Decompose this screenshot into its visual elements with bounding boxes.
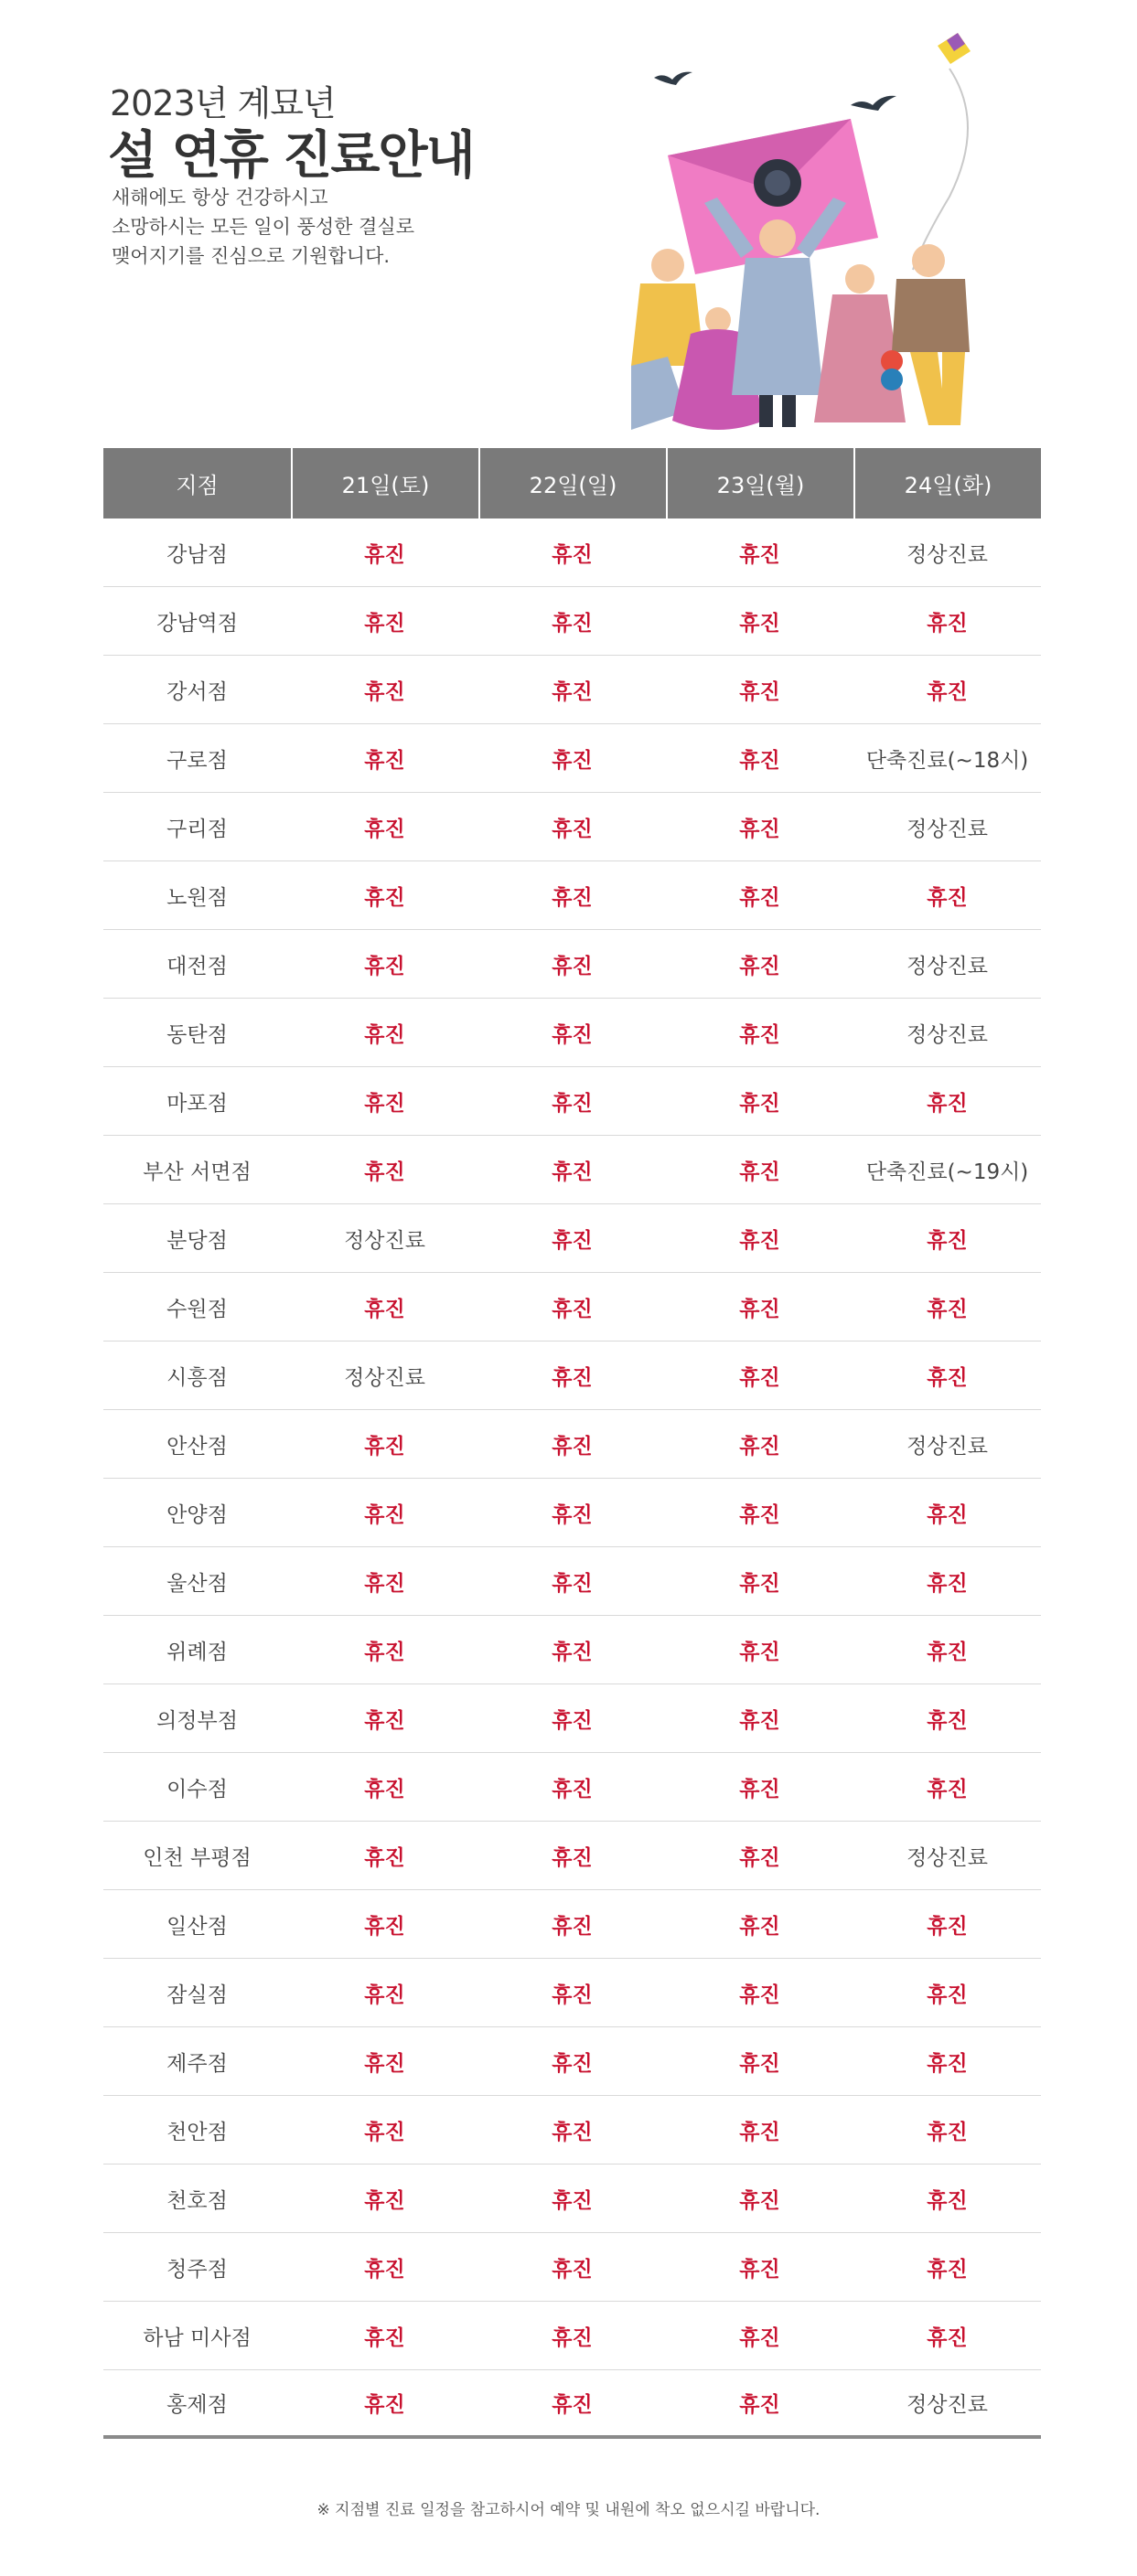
- schedule-cell: 휴진: [853, 2233, 1041, 2302]
- schedule-cell: 휴진: [666, 1753, 853, 1822]
- schedule-cell: 휴진: [291, 1959, 478, 2027]
- branch-name-cell: 의정부점: [103, 1684, 291, 1753]
- schedule-cell: 정상진료: [853, 1410, 1041, 1479]
- schedule-cell: 휴진: [291, 1753, 478, 1822]
- schedule-cell: 휴진: [666, 1822, 853, 1890]
- table-row: [103, 1067, 1041, 1136]
- schedule-cell: 휴진: [666, 2027, 853, 2096]
- branch-name-cell: 강남점: [103, 518, 291, 587]
- kite-string: [913, 69, 968, 270]
- schedule-cell: 정상진료: [853, 999, 1041, 1067]
- schedule-cell: 휴진: [478, 2370, 666, 2439]
- schedule-cell: 정상진료: [853, 930, 1041, 999]
- year-title: 2023년 계묘년: [110, 83, 336, 123]
- schedule-cell: 정상진료: [853, 1822, 1041, 1890]
- schedule-cell: 휴진: [666, 793, 853, 861]
- schedule-cell: 휴진: [291, 793, 478, 861]
- table-row: [103, 2370, 1041, 2439]
- schedule-cell: 휴진: [853, 656, 1041, 724]
- schedule-cell: 정상진료: [853, 518, 1041, 587]
- bird-icon: [654, 72, 692, 85]
- schedule-cell: 휴진: [666, 1959, 853, 2027]
- table-row: [103, 2096, 1041, 2164]
- branch-name-cell: 잠실점: [103, 1959, 291, 2027]
- branch-name-cell: 시흥점: [103, 1341, 291, 1410]
- person-icon: [892, 244, 970, 425]
- column-header: 22일(일): [478, 448, 666, 518]
- schedule-cell: 휴진: [853, 1547, 1041, 1616]
- schedule-cell: 휴진: [666, 1890, 853, 1959]
- greeting-description: [112, 183, 414, 271]
- table-row: [103, 2233, 1041, 2302]
- schedule-cell: 휴진: [666, 1616, 853, 1684]
- schedule-cell: 휴진: [478, 1410, 666, 1479]
- header: [0, 0, 1137, 448]
- branch-name-cell: 강서점: [103, 656, 291, 724]
- schedule-cell: 휴진: [291, 2164, 478, 2233]
- branch-name-cell: 홍제점: [103, 2370, 291, 2439]
- table-row: [103, 793, 1041, 861]
- table-row: [103, 1136, 1041, 1204]
- table-row: [103, 656, 1041, 724]
- schedule-table: [103, 448, 1041, 2439]
- schedule-cell: 휴진: [478, 1890, 666, 1959]
- table-row: [103, 1204, 1041, 1273]
- schedule-cell: 휴진: [478, 1479, 666, 1547]
- branch-name-cell: 제주점: [103, 2027, 291, 2096]
- schedule-cell: 휴진: [666, 1410, 853, 1479]
- table-row: [103, 1753, 1041, 1822]
- branch-name-cell: 동탄점: [103, 999, 291, 1067]
- schedule-cell: 휴진: [478, 1136, 666, 1204]
- schedule-cell: 휴진: [478, 861, 666, 930]
- schedule-cell: 휴진: [666, 1547, 853, 1616]
- schedule-cell: 휴진: [291, 1616, 478, 1684]
- table-row: [103, 861, 1041, 930]
- table-row: [103, 1959, 1041, 2027]
- column-header: 23일(월): [666, 448, 853, 518]
- schedule-cell: 휴진: [666, 724, 853, 793]
- schedule-cell: 휴진: [291, 2302, 478, 2370]
- schedule-cell: 단축진료(~18시): [853, 724, 1041, 793]
- schedule-cell: 정상진료: [853, 793, 1041, 861]
- branch-name-cell: 부산 서면점: [103, 1136, 291, 1204]
- schedule-cell: 휴진: [666, 1273, 853, 1341]
- schedule-cell: 휴진: [478, 2096, 666, 2164]
- schedule-cell: 휴진: [666, 2096, 853, 2164]
- schedule-cell: 휴진: [853, 2096, 1041, 2164]
- schedule-cell: 휴진: [666, 2370, 853, 2439]
- branch-name-cell: 하남 미사점: [103, 2302, 291, 2370]
- schedule-cell: 정상진료: [291, 1204, 478, 1273]
- holiday-schedule-table: [103, 448, 1041, 2439]
- branch-name-cell: 인천 부평점: [103, 1822, 291, 1890]
- branch-name-cell: 울산점: [103, 1547, 291, 1616]
- table-row: [103, 1341, 1041, 1410]
- schedule-cell: 단축진료(~19시): [853, 1136, 1041, 1204]
- description-line: 새해에도 항상 건강하시고: [112, 187, 328, 208]
- description-line: 맺어지기를 진심으로 기원합니다.: [112, 245, 391, 267]
- branch-name-cell: 천안점: [103, 2096, 291, 2164]
- description-line: 소망하시는 모든 일이 풍성한 결실로: [112, 216, 414, 238]
- schedule-cell: 휴진: [478, 587, 666, 656]
- schedule-cell: 휴진: [478, 999, 666, 1067]
- schedule-cell: 휴진: [478, 2027, 666, 2096]
- schedule-cell: 휴진: [853, 1684, 1041, 1753]
- schedule-cell: 휴진: [666, 1684, 853, 1753]
- schedule-cell: 휴진: [666, 587, 853, 656]
- schedule-cell: 휴진: [478, 1959, 666, 2027]
- footnote: ※ 지점별 진료 일정을 참고하시어 예약 및 내원에 착오 없으시길 바랍니다.: [316, 2501, 821, 2519]
- schedule-cell: 휴진: [666, 518, 853, 587]
- table-row: [103, 2027, 1041, 2096]
- branch-name-cell: 노원점: [103, 861, 291, 930]
- table-row: [103, 1410, 1041, 1479]
- table-header-row: [103, 448, 1041, 518]
- branch-name-cell: 안양점: [103, 1479, 291, 1547]
- schedule-cell: 휴진: [478, 1067, 666, 1136]
- schedule-cell: 휴진: [666, 930, 853, 999]
- table-row: [103, 518, 1041, 587]
- table-row: [103, 587, 1041, 656]
- schedule-cell: 휴진: [291, 1684, 478, 1753]
- schedule-cell: 휴진: [291, 999, 478, 1067]
- page-title: 설 연휴 진료안내: [108, 126, 474, 186]
- branch-name-cell: 청주점: [103, 2233, 291, 2302]
- schedule-cell: 휴진: [291, 1410, 478, 1479]
- schedule-cell: 휴진: [291, 587, 478, 656]
- schedule-cell: 휴진: [853, 1204, 1041, 1273]
- schedule-cell: 휴진: [853, 1479, 1041, 1547]
- branch-name-cell: 강남역점: [103, 587, 291, 656]
- schedule-cell: 휴진: [666, 2164, 853, 2233]
- branch-name-cell: 수원점: [103, 1273, 291, 1341]
- schedule-cell: 휴진: [853, 2027, 1041, 2096]
- schedule-cell: 휴진: [291, 724, 478, 793]
- schedule-cell: 휴진: [478, 2302, 666, 2370]
- schedule-cell: 휴진: [853, 1753, 1041, 1822]
- schedule-cell: 휴진: [666, 1136, 853, 1204]
- table-row: [103, 1684, 1041, 1753]
- branch-name-cell: 위례점: [103, 1616, 291, 1684]
- column-header: 21일(토): [291, 448, 478, 518]
- branch-name-cell: 안산점: [103, 1410, 291, 1479]
- schedule-cell: 휴진: [853, 2164, 1041, 2233]
- schedule-cell: 휴진: [666, 2302, 853, 2370]
- schedule-cell: 휴진: [666, 1067, 853, 1136]
- schedule-cell: 휴진: [666, 656, 853, 724]
- schedule-cell: 휴진: [291, 1067, 478, 1136]
- table-row: [103, 1547, 1041, 1616]
- schedule-cell: 휴진: [478, 2164, 666, 2233]
- schedule-cell: 휴진: [291, 930, 478, 999]
- branch-name-cell: 구리점: [103, 793, 291, 861]
- schedule-cell: 휴진: [666, 1204, 853, 1273]
- branch-name-cell: 천호점: [103, 2164, 291, 2233]
- schedule-cell: 휴진: [853, 1959, 1041, 2027]
- schedule-cell: 정상진료: [291, 1341, 478, 1410]
- schedule-cell: 휴진: [291, 656, 478, 724]
- table-row: [103, 999, 1041, 1067]
- branch-name-cell: 일산점: [103, 1890, 291, 1959]
- branch-name-cell: 분당점: [103, 1204, 291, 1273]
- branch-name-cell: 대전점: [103, 930, 291, 999]
- schedule-cell: 휴진: [478, 656, 666, 724]
- schedule-cell: 휴진: [478, 518, 666, 587]
- schedule-cell: 휴진: [478, 724, 666, 793]
- schedule-cell: 휴진: [291, 518, 478, 587]
- schedule-cell: 휴진: [853, 1890, 1041, 1959]
- schedule-cell: 휴진: [666, 999, 853, 1067]
- schedule-cell: 휴진: [291, 2027, 478, 2096]
- table-row: [103, 2164, 1041, 2233]
- schedule-cell: 휴진: [666, 861, 853, 930]
- schedule-cell: 휴진: [478, 1547, 666, 1616]
- schedule-cell: 휴진: [291, 1547, 478, 1616]
- schedule-cell: 휴진: [291, 2370, 478, 2439]
- schedule-cell: 휴진: [853, 1067, 1041, 1136]
- table-row: [103, 1890, 1041, 1959]
- schedule-cell: 휴진: [853, 2302, 1041, 2370]
- schedule-cell: 정상진료: [853, 2370, 1041, 2439]
- table-row: [103, 1822, 1041, 1890]
- branch-name-cell: 구로점: [103, 724, 291, 793]
- table-row: [103, 1479, 1041, 1547]
- schedule-cell: 휴진: [291, 1890, 478, 1959]
- schedule-cell: 휴진: [853, 1273, 1041, 1341]
- schedule-cell: 휴진: [853, 587, 1041, 656]
- schedule-cell: 휴진: [291, 1479, 478, 1547]
- schedule-cell: 휴진: [666, 1341, 853, 1410]
- column-header: 24일(화): [853, 448, 1041, 518]
- table-row: [103, 724, 1041, 793]
- column-header: 지점: [103, 448, 291, 518]
- table-row: [103, 930, 1041, 999]
- schedule-cell: 휴진: [291, 2096, 478, 2164]
- schedule-cell: 휴진: [478, 1684, 666, 1753]
- schedule-cell: 휴진: [291, 1273, 478, 1341]
- table-row: [103, 1273, 1041, 1341]
- bird-icon: [851, 96, 896, 111]
- schedule-cell: 휴진: [853, 1341, 1041, 1410]
- schedule-cell: 휴진: [853, 1616, 1041, 1684]
- schedule-cell: 휴진: [478, 793, 666, 861]
- schedule-cell: 휴진: [291, 861, 478, 930]
- schedule-cell: 휴진: [291, 1822, 478, 1890]
- schedule-cell: 휴진: [853, 861, 1041, 930]
- table-row: [103, 1616, 1041, 1684]
- schedule-cell: 휴진: [666, 2233, 853, 2302]
- schedule-cell: 휴진: [478, 1204, 666, 1273]
- table-row: [103, 2302, 1041, 2370]
- table-body: [103, 518, 1041, 2439]
- schedule-cell: 휴진: [478, 1341, 666, 1410]
- person-icon: [814, 264, 906, 422]
- schedule-cell: 휴진: [478, 930, 666, 999]
- schedule-cell: 휴진: [291, 2233, 478, 2302]
- schedule-cell: 휴진: [478, 1616, 666, 1684]
- new-year-celebration-illustration: [585, 18, 1006, 439]
- branch-name-cell: 마포점: [103, 1067, 291, 1136]
- schedule-cell: 휴진: [478, 2233, 666, 2302]
- branch-name-cell: 이수점: [103, 1753, 291, 1822]
- schedule-cell: 휴진: [666, 1479, 853, 1547]
- schedule-cell: 휴진: [478, 1822, 666, 1890]
- schedule-cell: 휴진: [478, 1753, 666, 1822]
- schedule-cell: 휴진: [291, 1136, 478, 1204]
- schedule-cell: 휴진: [478, 1273, 666, 1341]
